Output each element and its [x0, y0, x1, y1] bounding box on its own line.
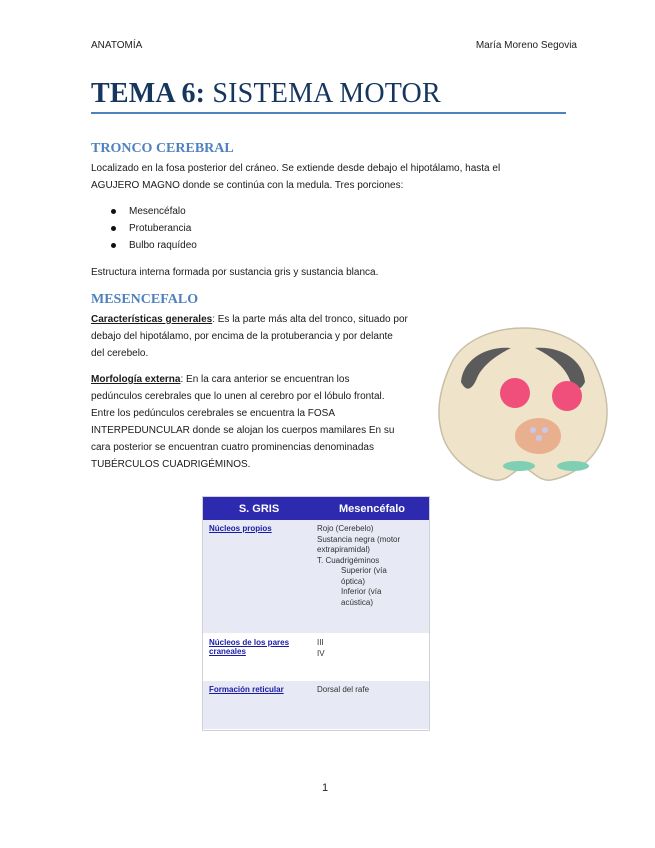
mesencefalo-caracteristicas: Características generales: Es la parte más alta del tronco, situado por debajo del hipotálamo, por encima de la protuberancia y por delante del cerebelo. [91, 314, 408, 359]
row-label: Formación reticular [209, 685, 284, 694]
table-row [203, 520, 429, 634]
tronco-intro-line-2: AGUJERO MAGNO donde se continúa con la medula. Tres porciones: [91, 180, 404, 191]
title-number: TEMA 6: [91, 78, 206, 109]
row-value: Dorsal del rafe [317, 685, 370, 694]
row-value: Rojo (Cerebelo) Sustancia negra (motor extrapiramidal) T. Cuadrigéminos Superior (vía óptica) Inferior (vía acústica) [317, 524, 401, 607]
mesencefalo-morfologia: Morfología externa: En la cara anterior se encuentran los pedúnculos cerebrales que lo unen al cerebro por el lóbulo frontal. Entre los pedúnculos cerebrales se encuentra la FOSA INTERPEDUNCULAR donde se alojan los cuerpos mamilares En su cara posterior se encuentran cuatro prominencias denominadas TUBÉRCULOS CUADRIGÉMINOS. [91, 374, 395, 470]
morfologia-label: Morfología externa [91, 374, 181, 385]
red-nucleus-right-icon [552, 381, 582, 411]
table-header-col-2: Mesencéfalo [338, 502, 406, 515]
header-author: María Moreno Segovia [475, 40, 577, 51]
page-number: 1 [322, 782, 329, 794]
list-item: Mesencéfalo [91, 203, 291, 220]
tronco-intro-line-1: Localizado en la fosa posterior del cráneo. Se extiende desde debajo el hipotálamo, hasta el [91, 163, 501, 174]
title-text: SISTEMA MOTOR [205, 78, 441, 109]
tronco-portions-list [91, 203, 291, 254]
row-value: III IV [317, 638, 325, 658]
table-row [203, 634, 429, 681]
page-title [91, 78, 441, 110]
heading-tronco: TRONCO CEREBRAL [91, 141, 234, 156]
row-label: Núcleos de los pares craneales [209, 638, 290, 656]
tronco-structure: Estructura interna formada por sustancia gris y sustancia blanca. [91, 267, 379, 278]
red-nucleus-left-icon [500, 378, 530, 408]
midbrain-illustration [433, 320, 613, 490]
heading-mesencefalo: MESENCEFALO [91, 292, 199, 307]
table-header-col-1: S. GRIS [238, 502, 280, 515]
header-subject: ANATOMÍA [91, 40, 143, 51]
caracteristicas-label: Características generales [91, 314, 213, 325]
title-divider [91, 112, 566, 114]
table-row [203, 681, 429, 730]
table-header [203, 497, 429, 520]
list-item: Bulbo raquídeo [91, 237, 291, 254]
tronco-intro [91, 160, 571, 194]
list-item: Protuberancia [91, 220, 291, 237]
gray-matter-table [202, 496, 430, 731]
row-label: Núcleos propios [209, 524, 272, 533]
